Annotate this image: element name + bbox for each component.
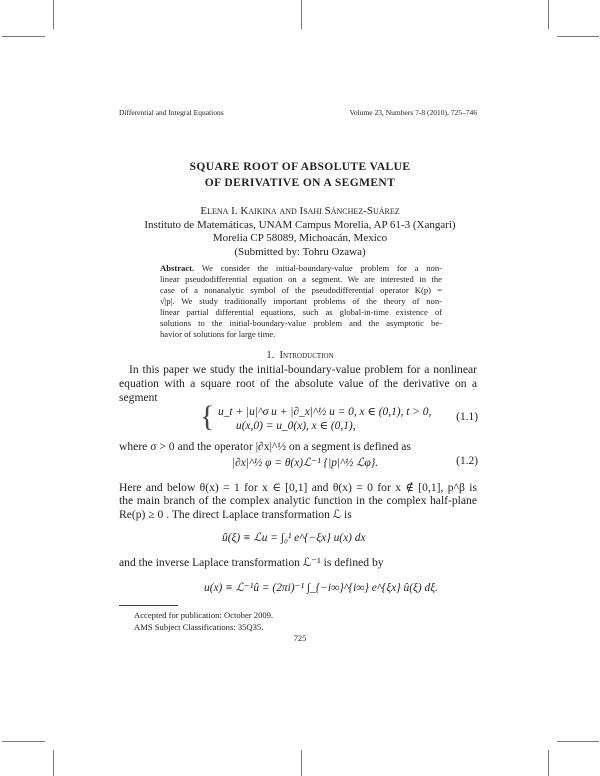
footnote-rule xyxy=(119,605,178,606)
body-line: and the inverse Laplace transformation ℒ⁻¹ is defined by xyxy=(119,556,384,569)
crop-mark xyxy=(53,750,54,776)
crop-mark xyxy=(557,741,599,742)
abstract-label: Abstract. xyxy=(160,263,195,273)
body-line: segment xyxy=(119,391,158,404)
equation-1-2: |∂x|^½ φ = θ(x)ℒ⁻¹ {|p|^½ ℒφ}. xyxy=(232,457,379,469)
equation-number: (1.2) xyxy=(456,455,478,467)
section-heading: 1. Introduction xyxy=(266,350,334,361)
page-number: 725 xyxy=(293,633,307,643)
crop-mark xyxy=(301,750,302,776)
running-header-journal: Differential and Integral Equations xyxy=(119,108,224,117)
equation-inverse-laplace: u(x) ≡ ℒ⁻¹û = (2πi)⁻¹ ∫_{−i∞}^{i∞} e^{ξx} û(ξ) dξ. xyxy=(204,582,438,594)
abstract-line: √|p|. We study traditionally important problems of the theory of non- xyxy=(160,296,442,306)
submitted-by: (Submitted by: Tohru Ozawa) xyxy=(234,246,366,258)
body-line: equation with a square root of the absolute value of the derivative on a xyxy=(119,377,477,390)
crop-mark xyxy=(548,0,549,29)
equation-number: (1.1) xyxy=(456,411,478,423)
crop-mark xyxy=(301,0,302,29)
running-header-volume: Volume 23, Numbers 7-8 (2010), 725–746 xyxy=(349,108,477,117)
affiliation-line-1: Instituto de Matemáticas, UNAM Campus Morelia, AP 61-3 (Xangari) xyxy=(144,219,456,231)
affiliation-line-2: Morelia CP 58089, Michoacán, Mexico xyxy=(212,232,388,244)
footnote: AMS Subject Classifications: 35Q35. xyxy=(134,622,264,632)
abstract-line: havior of solutions for large time. xyxy=(160,329,276,339)
brace: { xyxy=(200,400,215,433)
crop-mark xyxy=(548,750,549,776)
footnote: Accepted for publication: October 2009. xyxy=(134,610,274,620)
authors: Elena I. Kaikina and Isahi Sánchez-Suárez xyxy=(200,205,400,217)
crop-mark xyxy=(2,36,45,37)
body-line: the main branch of the complex analytic function in the complex half-plane xyxy=(119,494,477,507)
body-line: In this paper we study the initial-boundary-value problem for a nonlinear xyxy=(129,363,477,376)
title-line-1: SQUARE ROOT OF ABSOLUTE VALUE xyxy=(189,161,411,173)
abstract-line: linear partial differential equations, such as global-in-time existence of xyxy=(160,307,442,317)
abstract-line: solutions to the initial-boundary-value problem and the asymptotic be- xyxy=(160,318,442,328)
body-line: where σ > 0 and the operator |∂x|^½ on a segment is defined as xyxy=(119,440,411,453)
equation-1-1-line-2: u(x,0) = u_0(x), x ∈ (0,1), xyxy=(236,420,356,432)
abstract-line: linear pseudodifferential equation on a segment. We are interested in the xyxy=(160,274,442,284)
abstract-line: Abstract. We consider the initial-boundary-value problem for a non- xyxy=(160,263,442,273)
equation-1-1-line-1: u_t + |u|^σ u + |∂_x|^½ u = 0, x ∈ (0,1), t > 0, xyxy=(218,406,432,418)
crop-mark xyxy=(557,36,599,37)
abstract-line: case of a nonanalytic symbol of the pseudodifferential operator K(p) = xyxy=(160,285,442,295)
crop-mark xyxy=(2,741,45,742)
equation-laplace: û(ξ) ≡ ℒu = ∫₀¹ e^{−ξx} u(x) dx xyxy=(222,532,366,544)
body-line: Here and below θ(x) = 1 for x ∈ [0,1] and θ(x) = 0 for x ∉ [0,1], p^β is xyxy=(119,481,477,494)
body-line: Re(p) ≥ 0 . The direct Laplace transformation ℒ is xyxy=(119,508,352,521)
crop-mark xyxy=(53,0,54,29)
title-line-2: OF DERIVATIVE ON A SEGMENT xyxy=(204,177,396,189)
